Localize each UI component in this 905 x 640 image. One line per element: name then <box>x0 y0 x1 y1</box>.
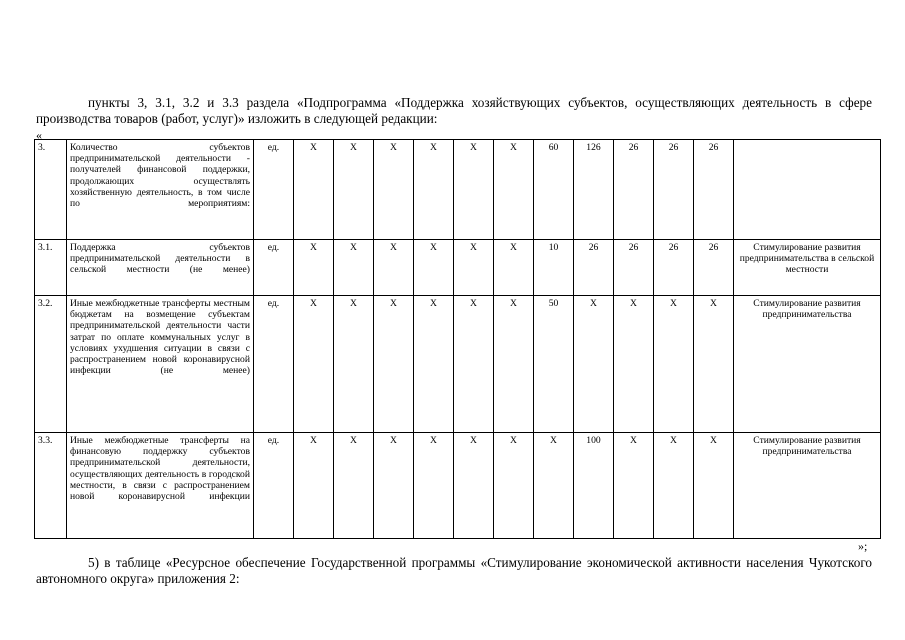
value-cell: Х <box>494 296 534 433</box>
intro-text: пункты 3, 3.1, 3.2 и 3.3 раздела «Подпрограмма «Поддержка хозяйствующих субъектов, осуществляющих деятельность в сфере производства товаров (работ, услуг)» изложить в следующей редакции: <box>36 95 872 126</box>
value-cell: Х <box>334 433 374 539</box>
value-cell: Х <box>654 296 694 433</box>
value-cell: Х <box>414 433 454 539</box>
value-cell: 100 <box>574 433 614 539</box>
table-row <box>35 140 881 240</box>
value-cell: Х <box>494 140 534 240</box>
row-number: 3.1. <box>35 240 67 296</box>
value-cell: Х <box>414 296 454 433</box>
value-cell: 60 <box>534 140 574 240</box>
unit-cell: ед. <box>254 296 294 433</box>
value-cell: Х <box>494 433 534 539</box>
value-cell: Х <box>334 240 374 296</box>
value-cell: Х <box>654 433 694 539</box>
row-number: 3. <box>35 140 67 240</box>
value-cell: 126 <box>574 140 614 240</box>
goal-cell: Стимулирование развития предпринимательства <box>734 296 881 433</box>
value-cell: 26 <box>654 240 694 296</box>
goal-cell <box>734 140 881 240</box>
value-cell: Х <box>374 296 414 433</box>
value-cell: 26 <box>654 140 694 240</box>
value-cell: Х <box>574 296 614 433</box>
value-cell: Х <box>374 240 414 296</box>
value-cell: Х <box>294 433 334 539</box>
indicators-table <box>34 139 881 539</box>
value-cell: 26 <box>614 240 654 296</box>
value-cell: Х <box>454 296 494 433</box>
value-cell: 26 <box>694 240 734 296</box>
value-cell: 26 <box>614 140 654 240</box>
item5-text: 5) в таблице «Ресурсное обеспечение Государственной программы «Стимулирование экономической активности населения Чукотского автономного округа» приложения 2: <box>36 555 872 586</box>
opening-quote: « <box>36 128 42 142</box>
value-cell: Х <box>374 433 414 539</box>
value-cell: Х <box>294 140 334 240</box>
value-cell: 26 <box>574 240 614 296</box>
row-number: 3.2. <box>35 296 67 433</box>
value-cell: 50 <box>534 296 574 433</box>
value-cell: Х <box>334 296 374 433</box>
goal-cell: Стимулирование развития предпринимательства <box>734 433 881 539</box>
value-cell: Х <box>414 240 454 296</box>
value-cell: Х <box>614 433 654 539</box>
indicator-name: Количество субъектов предпринимательской деятельности - получателей финансовой поддержки, продолжающих осуществлять хозяйственную деятельность, в том числе по мероприятиям: <box>67 140 254 240</box>
unit-cell: ед. <box>254 240 294 296</box>
value-cell: Х <box>614 296 654 433</box>
indicator-name: Иные межбюджетные трансферты местным бюджетам на возмещение субъектам предпринимательской деятельности части затрат по оплате коммунальных услуг в условиях ухудшения ситуации в связи с распространением новой коронавирусной инфекции (не менее) <box>67 296 254 433</box>
table-row <box>35 240 881 296</box>
value-cell: 26 <box>694 140 734 240</box>
closing-quote: »; <box>858 539 868 553</box>
value-cell: Х <box>414 140 454 240</box>
value-cell: 10 <box>534 240 574 296</box>
item5-paragraph <box>36 555 872 587</box>
value-cell: Х <box>454 140 494 240</box>
value-cell: Х <box>374 140 414 240</box>
table-row <box>35 433 881 539</box>
value-cell: Х <box>454 240 494 296</box>
row-number: 3.3. <box>35 433 67 539</box>
goal-cell: Стимулирование развития предпринимательства в сельской местности <box>734 240 881 296</box>
unit-cell: ед. <box>254 433 294 539</box>
value-cell: Х <box>294 296 334 433</box>
value-cell: Х <box>454 433 494 539</box>
value-cell: Х <box>694 296 734 433</box>
unit-cell: ед. <box>254 140 294 240</box>
value-cell: Х <box>294 240 334 296</box>
indicator-name: Иные межбюджетные трансферты на финансовую поддержку субъектов предпринимательской деятельности, осуществляющих деятельность в городской местности, в связи с распространением новой коронавирусной инфекции <box>67 433 254 539</box>
table-row <box>35 296 881 433</box>
intro-paragraph <box>36 95 872 127</box>
value-cell: Х <box>534 433 574 539</box>
value-cell: Х <box>694 433 734 539</box>
indicator-name: Поддержка субъектов предпринимательской деятельности в сельской местности (не менее) <box>67 240 254 296</box>
value-cell: Х <box>334 140 374 240</box>
value-cell: Х <box>494 240 534 296</box>
